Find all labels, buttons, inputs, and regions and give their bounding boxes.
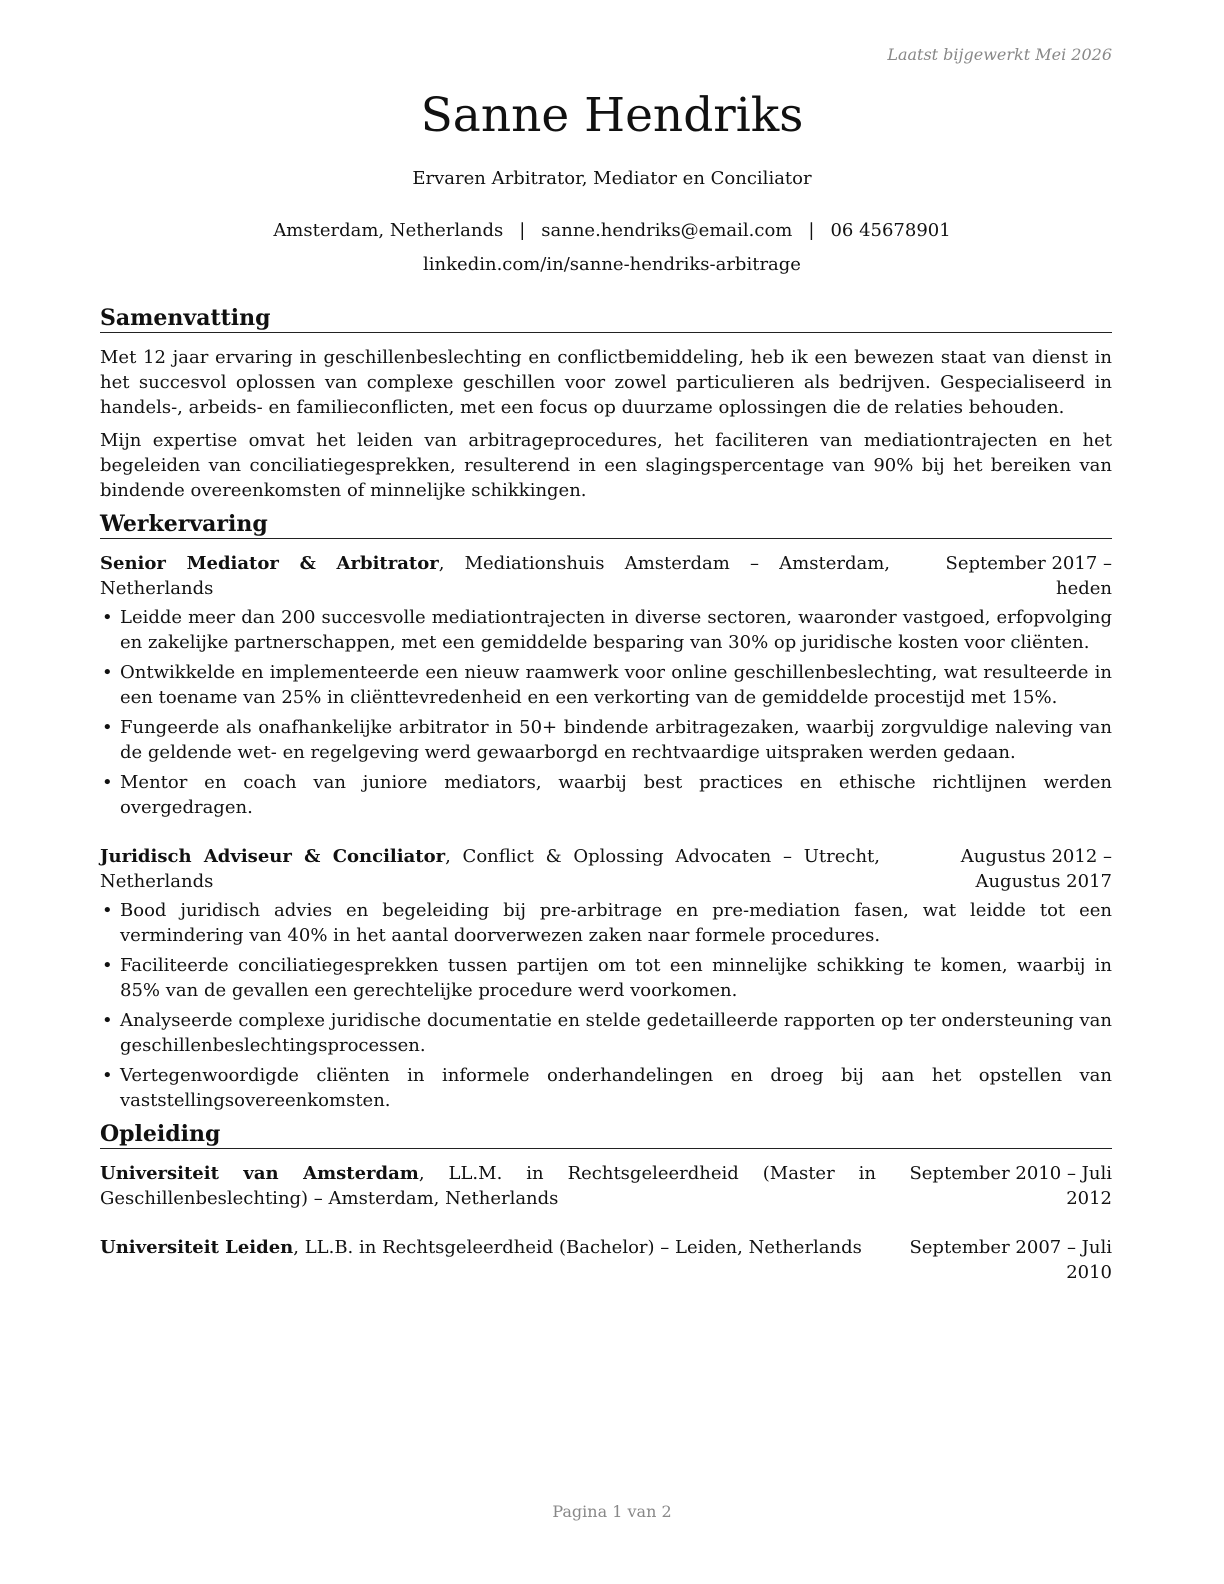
section-title: Samenvatting	[100, 305, 1112, 333]
bullet-icon: •	[102, 1010, 113, 1031]
education-section	[100, 1121, 1112, 1285]
list-item	[100, 715, 1112, 765]
contact-separator: |	[808, 220, 815, 241]
summary-paragraph: Mijn expertise omvat het leiden van arbitrageprocedures, het faciliteren van mediationtrajecten en het begeleiden van conciliatiegesprekken, resulterend in een slagingspercentage van 90% bij het bereiken van bindende overeenkomsten of minnelijke schikkingen.	[100, 430, 1112, 501]
list-item	[100, 660, 1112, 710]
bullet-text: Ontwikkelde en implementeerde een nieuw raamwerk voor online geschillenbeslechting, wat resulteerde in een toename van 25% in cliënttevredenheid en een verkorting van de gemiddelde procestijd met 15%.	[120, 662, 1112, 708]
education-title-line	[100, 1161, 876, 1211]
job-role: Juridisch Adviseur & Conciliator	[100, 846, 446, 867]
summary-section	[100, 305, 1112, 503]
job-employer: , Conflict & Oplossing Advocaten – Utrecht, Netherlands	[100, 846, 880, 892]
bullet-text: Fungeerde als onafhankelijke arbitrator in 50+ bindende arbitragezaken, waarbij zorgvuldige naleving van de geldende wet- en regelgeving werd gewaarborgd en rechtvaardige uitspraken werden gedaan.	[120, 717, 1112, 763]
school-name: Universiteit van Amsterdam	[100, 1163, 419, 1184]
contact-separator: |	[519, 220, 526, 241]
phone: 06 45678901	[830, 220, 951, 241]
job-header	[100, 551, 1112, 601]
linkedin-url: linkedin.com/in/sanne-hendriks-arbitrage	[423, 254, 801, 275]
experience-section	[100, 511, 1112, 1113]
list-item	[100, 898, 1112, 948]
job-bullets	[100, 898, 1112, 1113]
page-number: Pagina 1 van 2	[552, 1502, 672, 1521]
contact-line	[0, 220, 1224, 241]
education-entry	[100, 1235, 1112, 1285]
bullet-text: Leidde meer dan 200 succesvolle mediationtrajecten in diverse sectoren, waaronder vastgoed, erfopvolging en zakelijke partnerschappen, met een gemiddelde besparing van 30% op juridische kosten voor cliënten.	[120, 607, 1112, 653]
bullet-text: Vertegenwoordigde cliënten in informele onderhandelingen en droeg bij aan het opstellen van vaststellingsovereenkomsten.	[120, 1065, 1112, 1111]
job-title-line	[100, 844, 880, 894]
list-item	[100, 1008, 1112, 1058]
education-entry	[100, 1161, 1112, 1211]
job-title-line	[100, 551, 890, 601]
education-header	[100, 1235, 1112, 1285]
bullet-icon: •	[102, 900, 113, 921]
degree-details: , LL.M. in Rechtsgeleerdheid (Master in Geschillenbeslechting) – Amsterdam, Netherlands	[100, 1163, 876, 1209]
bullet-icon: •	[102, 1065, 113, 1086]
bullet-text: Bood juridisch advies en begeleiding bij pre-arbitrage en pre-mediation fasen, wat leidde tot een vermindering van 40% in het aantal doorverwezen zaken naar formele procedures.	[120, 900, 1112, 946]
candidate-name: Sanne Hendriks	[420, 88, 804, 143]
list-item	[100, 1063, 1112, 1113]
list-item	[100, 953, 1112, 1003]
location: Amsterdam, Netherlands	[273, 220, 504, 241]
bullet-icon: •	[102, 662, 113, 683]
bullet-text: Mentor en coach van juniore mediators, waarbij best practices en ethische richtlijnen werden overgedragen.	[120, 772, 1112, 818]
job-entry	[100, 844, 1112, 1113]
list-item	[100, 605, 1112, 655]
bullet-icon: •	[102, 607, 113, 628]
bullet-text: Faciliteerde conciliatiegesprekken tussen partijen om tot een minnelijke schikking te komen, waarbij in 85% van de gevallen een gerechtelijke procedure werd voorkomen.	[120, 955, 1112, 1001]
job-header	[100, 844, 1112, 894]
email: sanne.hendriks@email.com	[541, 220, 793, 241]
bullet-icon: •	[102, 772, 113, 793]
candidate-tagline: Ervaren Arbitrator, Mediator en Conciliator	[412, 168, 812, 189]
last-updated: Laatst bijgewerkt Mei 2026	[887, 45, 1112, 64]
job-employer: , Mediationshuis Amsterdam – Amsterdam, Netherlands	[100, 553, 890, 599]
job-entry	[100, 551, 1112, 820]
resume-content	[100, 305, 1112, 1309]
job-role: Senior Mediator & Arbitrator	[100, 553, 439, 574]
bullet-icon: •	[102, 717, 113, 738]
summary-paragraph: Met 12 jaar ervaring in geschillenbeslechting en conflictbemiddeling, heb ik een bewezen staat van dienst in het succesvol oplossen van complexe geschillen voor zowel particulieren als bedrijven. Gespecialiseerd in handels-, arbeids- en familieconflicten, met een focus op duurzame oplossingen die de relaties behouden.	[100, 347, 1112, 418]
education-dates: September 2010 – Juli 2012	[909, 1163, 1112, 1209]
bullet-icon: •	[102, 955, 113, 976]
job-bullets	[100, 605, 1112, 820]
section-title: Opleiding	[100, 1121, 1112, 1149]
bullet-text: Analyseerde complexe juridische documentatie en stelde gedetailleerde rapporten op ter ondersteuning van geschillenbeslechtingsprocessen.	[120, 1010, 1112, 1056]
education-title-line	[100, 1235, 876, 1260]
education-header	[100, 1161, 1112, 1211]
section-title: Werkervaring	[100, 511, 1112, 539]
job-dates: Augustus 2012 – Augustus 2017	[960, 846, 1112, 892]
degree-details: , LL.B. in Rechtsgeleerdheid (Bachelor) – Leiden, Netherlands	[293, 1237, 862, 1258]
job-dates: September 2017 – heden	[945, 553, 1112, 599]
list-item	[100, 770, 1112, 820]
school-name: Universiteit Leiden	[100, 1237, 294, 1258]
education-dates: September 2007 – Juli 2010	[909, 1237, 1112, 1283]
